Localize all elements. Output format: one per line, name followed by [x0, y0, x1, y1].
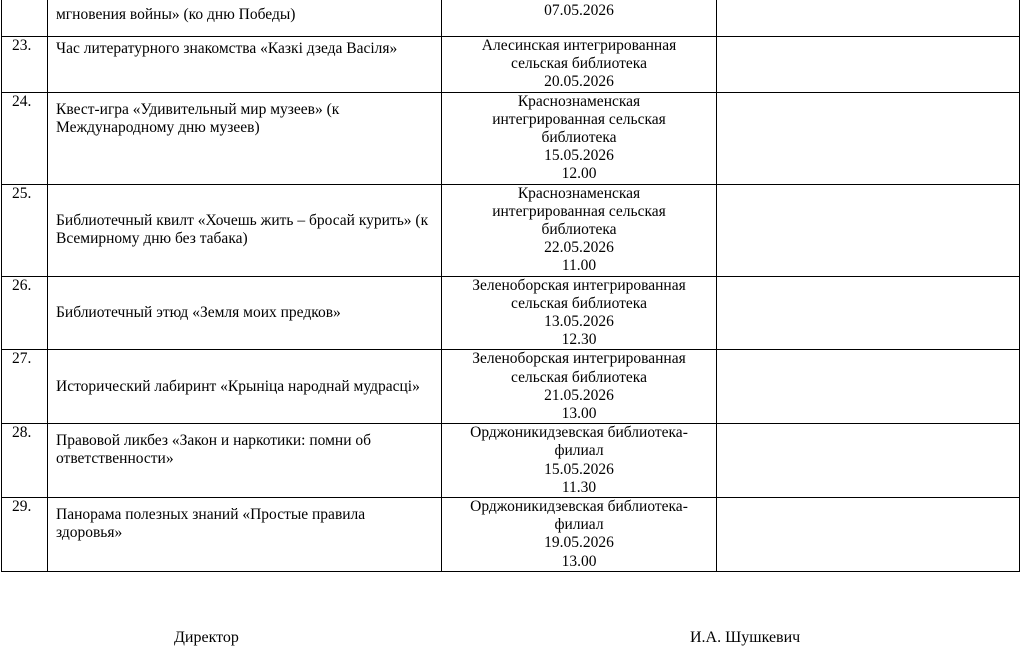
responsible-cell — [717, 184, 1020, 276]
table-row — [2, 0, 1020, 37]
place-date: 13.05.2026 — [544, 313, 614, 331]
row-number — [2, 0, 48, 37]
row-number: 23. — [2, 37, 48, 93]
place-line: интегрированная сельская — [492, 202, 666, 220]
row-number: 28. — [2, 424, 48, 498]
place-line: Зеленоборская интегрированная — [472, 276, 686, 294]
event-title: Библиотечный этюд «Земля моих предков» — [48, 276, 442, 350]
place-date: 21.05.2026 — [544, 386, 614, 404]
place-time: 11.00 — [561, 257, 597, 275]
place-line: Краснознаменская — [517, 184, 641, 202]
responsible-cell — [717, 350, 1020, 424]
event-place — [442, 276, 717, 350]
signature-name: И.А. Шушкевич — [690, 629, 801, 646]
event-place — [442, 37, 717, 93]
place-time: 11.30 — [561, 478, 597, 496]
responsible-cell — [717, 37, 1020, 93]
place-line: 07.05.2026 — [544, 2, 614, 19]
place-line: сельская библиотека — [511, 294, 647, 312]
place-line: сельская библиотека — [511, 55, 647, 73]
place-line: Алесинская интегрированная — [481, 37, 677, 54]
place-time: 13.00 — [561, 405, 597, 423]
place-line: филиал — [554, 442, 604, 460]
row-number: 26. — [2, 276, 48, 350]
responsible-cell — [717, 424, 1020, 498]
responsible-cell — [717, 92, 1020, 184]
table-row — [2, 184, 1020, 276]
place-line: Зеленоборская интегрированная — [472, 350, 686, 368]
signature-position: Директор — [174, 629, 239, 646]
place-date: 19.05.2026 — [544, 534, 614, 552]
place-line: библиотека — [541, 221, 617, 239]
event-place — [442, 92, 717, 184]
place-line: Краснознаменская — [517, 92, 641, 110]
place-date: 20.05.2026 — [544, 73, 614, 91]
place-time: 12.30 — [561, 331, 597, 349]
place-time: 13.00 — [561, 552, 597, 570]
table-row — [2, 498, 1020, 572]
place-date: 15.05.2026 — [544, 460, 614, 478]
row-number: 27. — [2, 350, 48, 424]
event-title: Квест-игра «Удивительный мир музеев» (к Международному дню музеев) — [48, 92, 442, 184]
responsible-cell — [717, 276, 1020, 350]
responsible-cell — [717, 498, 1020, 572]
place-line: Орджоникидзевская библиотека- — [470, 424, 688, 442]
row-number: 25. — [2, 184, 48, 276]
event-place — [442, 498, 717, 572]
place-line: библиотека — [541, 129, 617, 147]
table-row — [2, 350, 1020, 424]
responsible-cell — [717, 0, 1020, 37]
place-line: Орджоникидзевская библиотека- — [470, 498, 688, 516]
place-time: 12.00 — [561, 165, 597, 183]
place-line: сельская библиотека — [511, 368, 647, 386]
table-row — [2, 424, 1020, 498]
event-title: Панорама полезных знаний «Простые правила здоровья» — [48, 498, 442, 572]
row-number: 29. — [2, 498, 48, 572]
event-title: Правовой ликбез «Закон и наркотики: помни об ответственности» — [48, 424, 442, 498]
row-number: 24. — [2, 92, 48, 184]
event-place — [442, 424, 717, 498]
place-date: 15.05.2026 — [544, 147, 614, 165]
event-title: Исторический лабиринт «Крыніца народнай мудрасці» — [48, 350, 442, 424]
event-place — [442, 0, 717, 37]
event-place — [442, 184, 717, 276]
event-place — [442, 350, 717, 424]
events-table — [1, 0, 1020, 572]
event-title: Час литературного знакомства «Казкі дзеда Васіля» — [48, 37, 442, 93]
place-line: филиал — [554, 516, 604, 534]
place-date: 22.05.2026 — [544, 239, 614, 257]
event-title: Библиотечный квилт «Хочешь жить – бросай курить» (к Всемирному дню без табака) — [48, 184, 442, 276]
table-row — [2, 92, 1020, 184]
event-title: мгновения войны» (ко дню Победы) — [48, 0, 442, 37]
place-line: интегрированная сельская — [492, 110, 666, 128]
table-row — [2, 37, 1020, 93]
table-row — [2, 276, 1020, 350]
